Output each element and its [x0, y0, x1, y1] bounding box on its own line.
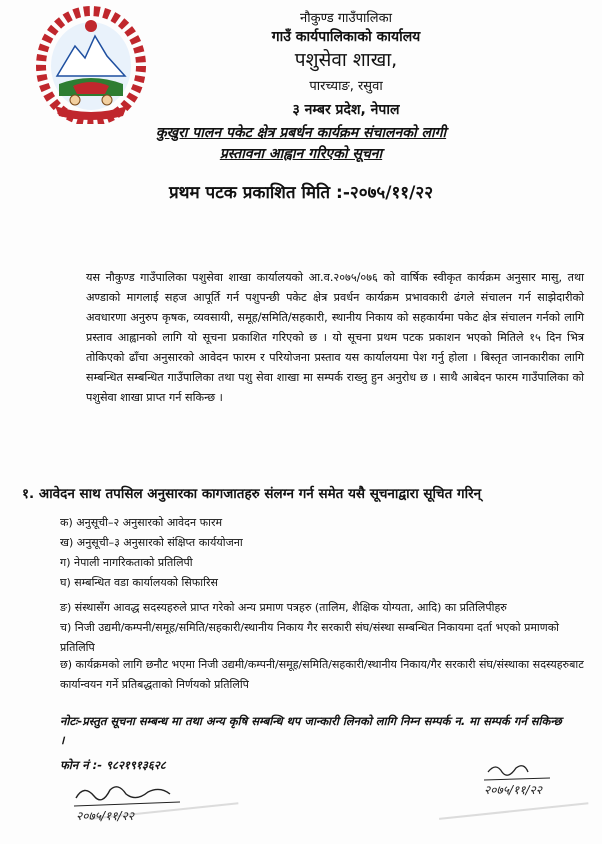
- requirement-item: ग) नेपाली नागरिकताको प्रतिलिपी: [60, 556, 193, 569]
- phone-number: फोन नं :- ९८२१९१३६२८: [60, 758, 166, 772]
- notice-subject-line-1: कुखुरा पालन पकेट क्षेत्र प्रबर्धन कार्यक्रम संचालनको लागी: [155, 125, 447, 141]
- section-name: पशुसेवा शाखा,: [294, 49, 398, 71]
- office-address: पारच्याङ, रसुवा: [309, 79, 383, 94]
- requirements-title: १. आवेदन साथ तपसिल अनुसारका कागजातहरु संलग्न गर्न समेत यसै सूचनाद्वारा सूचित गरिन्: [22, 486, 482, 502]
- requirement-item: ख) अनुसूची–३ अनुसारको संक्षिप्त कार्ययोजना: [60, 536, 243, 549]
- municipality-name: नौकुण्ड गाउँपालिका: [300, 11, 392, 26]
- requirement-item: घ) सम्बन्धित वडा कार्यालयको सिफारिस: [60, 576, 218, 589]
- office-name: गाउँ कार्यपालिकाको कार्यालय: [271, 29, 421, 45]
- requirement-item: क) अनुसूची–२ अनुसारको आवेदन फारम: [60, 516, 223, 529]
- requirement-item: च) निजी उद्यमी/कम्पनी/समूह/समिति/सहकारी/स्थानीय निकाय गैर सरकारी संघ/संस्था सम्बन्धित निकायमा दर्ता भएको प्रमाणको प्रतिलिपि: [60, 621, 560, 654]
- requirement-item: ङ) संस्थासँग आवद्ध सदस्यहरुले प्राप्त गरेको अन्य प्रमाण पत्रहरु (तालिम, शैक्षिक योग्यता, आदि) का प्रतिलिपीहरु: [60, 601, 507, 614]
- requirement-item: छ) कार्यक्रमको लागि छनौट भएमा निजी उद्यमी/कम्पनी/समूह/समिति/सहकारी/स्थानीय निकाय/गैर सरकारी संघ/संस्थाका सदस्यहरुबाट कार्यान्वयन गर्ने प्रतिबद्धताको निर्णयको प्रतिलिपि: [60, 658, 584, 691]
- stamp-mark-right: [439, 802, 591, 844]
- body-paragraph: यस नौकुण्ड गाउँपालिका पशुसेवा शाखा कार्यालयको आ.व.२०७५/०७६ को वार्षिक स्वीकृत कार्यक्रम अनुसार मासु, तथा अण्डाको मागलाई सहज आपूर्ति गर्न पशुपन्छी पकेट क्षेत्र प्रवर्धन कार्यक्रम प्रभावकारी ढंगले संचालन गर्न साझेदारीको अवधारणा अनुरुप कृषक, व्यवसायी, समूह/समिति/सहकारी, स्थानीय निकाय को सहकार्यमा पकेट क्षेत्र संचालन गर्नको लागि प्रस्ताव आह्वानको लागि यो सूचना प्रकाशित गरिएको छ । यो सूचना प्रथम पटक प्रकाशन भएको मितिले १५ दिन भित्र तोकिएको ढाँचा अनुसारको आवेदन फारम र परियोजना प्रस्ताव यस कार्यालयमा पेश गर्नु होला । बिस्तृत जानकारीका लागि सम्बन्धित सम्बन्धित गाउँपालिका तथा पशु सेवा शाखा मा सम्पर्क राख्नु हुन अनुरोध छ । साथै आबेदन फारम गाउँपालिका को पशुसेवा शाखा प्राप्त गर्न सकिन्छ ।: [86, 271, 584, 404]
- signature-left: [70, 780, 200, 825]
- province-name: ३ नम्बर प्रदेश, नेपाल: [292, 102, 400, 118]
- nepal-emblem-icon: [35, 6, 147, 124]
- contact-note: नोटः-प्रस्तुत सूचना सम्बन्ध मा तथा अन्य कृषि सम्बन्धि थप जान्कारी लिनको लागि निम्न सम्पर्क न. मा सम्पर्क गर्न सकिन्छ ।: [60, 714, 562, 747]
- publication-date: प्रथम पटक प्रकाशित मिति :-२०७५/११/२२: [168, 183, 434, 203]
- signature-right: [480, 760, 590, 805]
- signature-right-date: २०७५/११/२२: [484, 783, 543, 797]
- notice-subject-line-2: प्रस्तावना आह्वान गरिएको सूचना: [219, 146, 383, 162]
- signature-left-date: २०७५/११/२२: [76, 809, 135, 823]
